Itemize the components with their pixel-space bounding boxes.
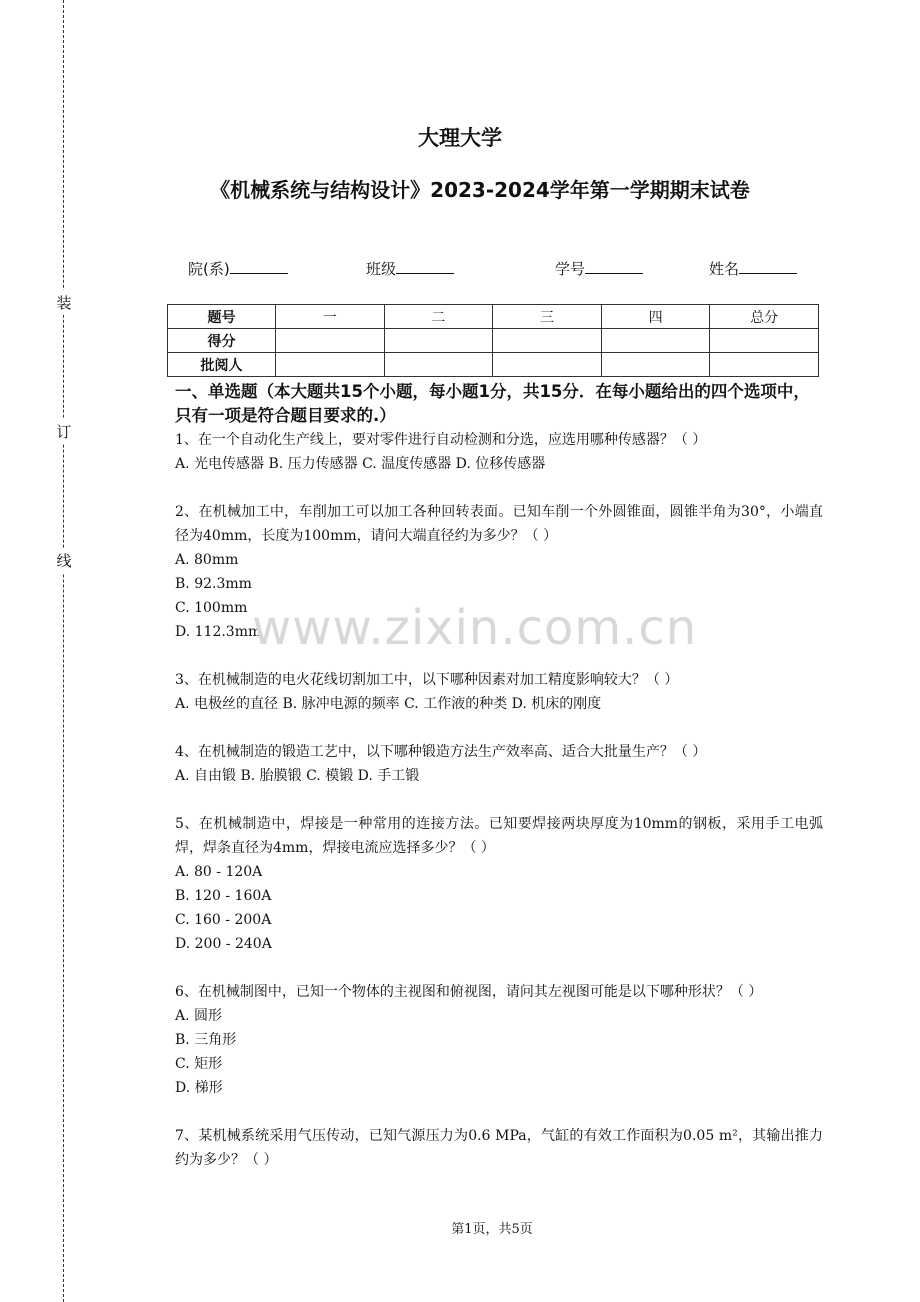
score-row <box>168 329 819 353</box>
dept-field <box>188 258 288 279</box>
exam-content <box>175 380 823 1172</box>
question-7 <box>175 1124 823 1172</box>
question-5 <box>175 812 823 956</box>
class-blank[interactable] <box>396 259 454 274</box>
option-a: A. 圆形 <box>175 1008 223 1024</box>
question-options: A. 自由锻 B. 胎膜锻 C. 模锻 D. 手工锻 <box>175 768 420 784</box>
score-cell[interactable] <box>276 329 385 353</box>
option-d: D. 112.3mm <box>175 624 262 640</box>
question-options: A. 光电传感器 B. 压力传感器 C. 温度传感器 D. 位移传感器 <box>175 456 546 472</box>
option-b: B. 120 - 160A <box>175 888 272 904</box>
grader-row <box>168 353 819 377</box>
question-options: A. 电极丝的直径 B. 脉冲电源的频率 C. 工作液的种类 D. 机床的刚度 <box>175 696 602 712</box>
score-table-header-row <box>168 305 819 329</box>
question-4 <box>175 740 823 788</box>
name-blank[interactable] <box>739 259 797 274</box>
question-stem: 5、在机械制造中，焊接是一种常用的连接方法。已知要焊接两块厚度为10mm的钢板，采用手工电弧焊，焊条直径为4mm，焊接电流应选择多少？（ ） <box>175 816 823 856</box>
class-label: 班级 <box>366 260 397 278</box>
question-stem: 1、在一个自动化生产线上，要对零件进行自动检测和分选，应选用哪种传感器？（ ） <box>175 432 707 448</box>
exam-title: 《机械系统与结构设计》2023-2024学年第一学期期末试卷 <box>210 178 750 202</box>
question-6 <box>175 980 823 1100</box>
col-header-1: 一 <box>276 305 385 329</box>
row-header-question-no: 题号 <box>168 305 276 329</box>
col-header-3: 三 <box>493 305 602 329</box>
score-table <box>167 304 819 377</box>
option-b: B. 三角形 <box>175 1032 237 1048</box>
question-stem: 4、在机械制造的锻造工艺中，以下哪种锻造方法生产效率高、适合大批量生产？（ ） <box>175 744 707 760</box>
question-stem: 3、在机械制造的电火花线切割加工中，以下哪种因素对加工精度影响较大？（ ） <box>175 672 679 688</box>
dept-blank[interactable] <box>230 259 288 274</box>
name-field <box>709 258 797 279</box>
binding-char-xian: 线 <box>56 548 72 573</box>
row-header-grader: 批阅人 <box>168 353 276 377</box>
page-footer: 第1页，共5页 <box>451 1222 533 1237</box>
option-a: A. 80mm <box>175 552 239 568</box>
col-header-total: 总分 <box>710 305 819 329</box>
option-b: B. 92.3mm <box>175 576 252 592</box>
section-1-heading: 一、单选题（本大题共15个小题，每小题1分，共15分．在每小题给出的四个选项中，只有一项是符合题目要求的.） <box>175 382 810 425</box>
option-c: C. 100mm <box>175 600 248 616</box>
binding-char-zhuang: 装 <box>56 290 72 315</box>
question-stem: 6、在机械制图中，已知一个物体的主视图和俯视图，请问其左视图可能是以下哪种形状？（ ） <box>175 984 763 1000</box>
student-id-label: 学号 <box>555 260 586 278</box>
score-cell[interactable] <box>710 329 819 353</box>
row-header-score: 得分 <box>168 329 276 353</box>
question-stem: 2、在机械加工中，车削加工可以加工各种回转表面。已知车削一个外圆锥面，圆锥半角为30°，小端直径为40mm，长度为100mm，请问大端直径约为多少？（ ） <box>175 504 823 544</box>
grader-cell[interactable] <box>710 353 819 377</box>
student-id-blank[interactable] <box>585 259 643 274</box>
score-cell[interactable] <box>493 329 602 353</box>
dept-label: 院(系) <box>188 260 230 278</box>
grader-cell[interactable] <box>493 353 602 377</box>
grader-cell[interactable] <box>276 353 385 377</box>
option-d: D. 梯形 <box>175 1080 223 1096</box>
score-cell[interactable] <box>601 329 710 353</box>
watermark: www.zixin.com.cn <box>252 600 698 656</box>
question-3 <box>175 668 823 716</box>
question-stem: 7、某机械系统采用气压传动，已知气源压力为0.6 MPa，气缸的有效工作面积为0.05 m²，其输出推力约为多少？（ ） <box>175 1128 823 1168</box>
university-title: 大理大学 <box>418 126 502 150</box>
name-label: 姓名 <box>709 260 740 278</box>
grader-cell[interactable] <box>384 353 493 377</box>
class-field <box>366 258 454 279</box>
binding-char-ding: 订 <box>56 419 72 444</box>
option-a: A. 80 - 120A <box>175 864 263 880</box>
col-header-2: 二 <box>384 305 493 329</box>
student-id-field <box>555 258 643 279</box>
col-header-4: 四 <box>601 305 710 329</box>
score-cell[interactable] <box>384 329 493 353</box>
option-c: C. 矩形 <box>175 1056 223 1072</box>
option-c: C. 160 - 200A <box>175 912 272 928</box>
grader-cell[interactable] <box>601 353 710 377</box>
question-1 <box>175 428 823 476</box>
option-d: D. 200 - 240A <box>175 936 272 952</box>
